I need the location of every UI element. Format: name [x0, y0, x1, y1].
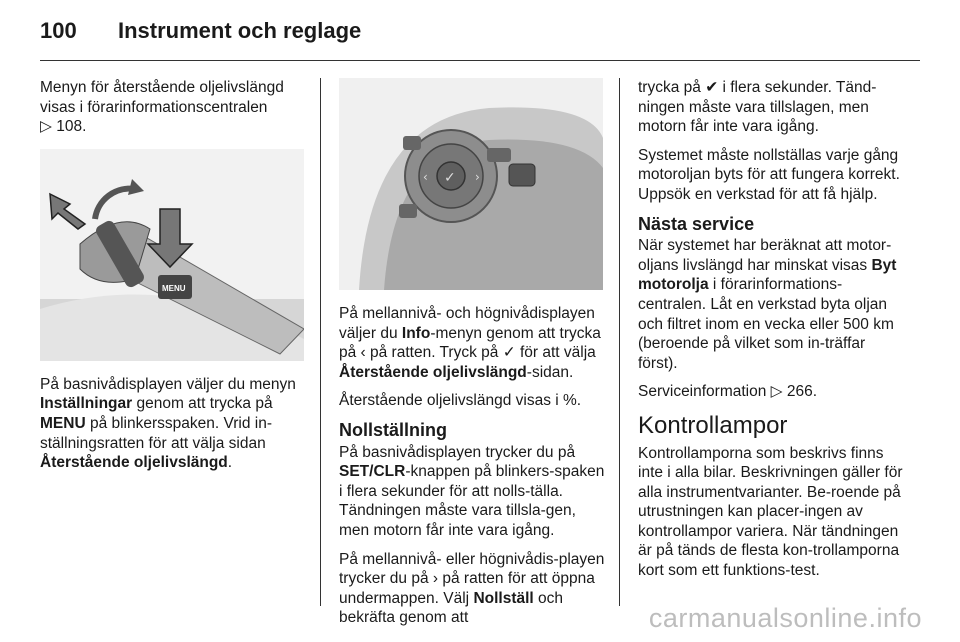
menu-button-label: MENU — [162, 283, 186, 293]
steering-wheel-figure — [339, 78, 603, 290]
page-title: Instrument och reglage — [118, 18, 362, 43]
paragraph-next-service: När systemet har beräknat att motor-oljans livslängd har minskat visas Byt motorolja i förarinformations-centralen. Låt en verkstad byta oljan och filtret inom en vecka eller 500 km (beroende på vilket som in-träffar först). — [638, 237, 897, 372]
heading-warning-lamps: Kontrollampor — [638, 411, 788, 439]
column-divider-1 — [320, 78, 321, 606]
svg-text:‹: ‹ — [423, 170, 428, 184]
svg-text:›: › — [475, 170, 480, 184]
heading-next-service: Nästa service — [638, 213, 755, 234]
paragraph-reset-basic: På basnivådisplayen trycker du på SET/CLR-knappen på blinkers-spaken i flera sekunder för att nolls-tälla. Tändningen måste vara tillsla-gen, men motorn får inte vara igång. — [339, 443, 605, 539]
paragraph-settings: På basnivådisplayen väljer du menyn Inställningar genom att trycka på MENU på blinkersspaken. Vrid in-ställningsratten för att välja sidan Återstående oljelivslängd. — [40, 375, 296, 472]
paragraph-reset-mid: På mellannivå- eller högnivådis-playen trycker du på › på ratten för att öppna undermappen. Välj Nollställ och bekräfta genom att — [339, 550, 605, 627]
paragraph-oil-menu: Menyn för återstående oljelivslängd visas i förarinformationscentralen ▷ 108. — [40, 79, 284, 136]
page-ref-icon: ▷ — [40, 118, 52, 136]
column-1 — [40, 78, 306, 482]
paragraph-info-menu: På mellannivå- och högnivådisplayen väljer du Info-menyn genom att trycka på ‹ på ratten. Tryck på ✓ för att välja Återstående oljelivslängd-sidan. — [339, 305, 601, 381]
svg-text:✓: ✓ — [444, 170, 456, 186]
stalk-figure — [40, 149, 304, 361]
page-ref-icon: ▷ — [770, 383, 783, 401]
column-divider-2 — [619, 78, 620, 606]
column-2 — [339, 78, 605, 637]
page-number: 100 — [40, 18, 77, 43]
paragraph-reset-note: Systemet måste nollställas varje gång motoroljan byts för att fungera korrekt. Uppsök en verkstad för att få hjälp. — [638, 146, 900, 203]
paragraph-confirm: trycka på ✔ i flera sekunder. Tänd-ningen måste vara tillslagen, men motorn får inte vara igång. — [638, 79, 877, 136]
arrow-icon — [50, 194, 85, 229]
header-rule — [40, 60, 920, 61]
column-3 — [638, 78, 904, 590]
paragraph-warning-lamps: Kontrollamporna som beskrivs finns inte i alla bilar. Beskrivningen gäller för alla instrumentvarianter. Be-roende på utrustningen kan placer-ingen av kontrollampor variera. När tändningen är på tänds de flesta kon-trollamporna kort som ett funktions-test. — [638, 444, 903, 580]
page-ref[interactable]: 108. — [56, 118, 87, 136]
page-header — [40, 18, 361, 44]
page-ref[interactable]: 266. — [786, 383, 818, 401]
heading-reset: Nollställning — [339, 419, 447, 440]
paragraph-percent: Återstående oljelivslängd visas i %. — [339, 392, 582, 410]
paragraph-service-info: Serviceinformation ▷ 266. — [638, 383, 818, 401]
watermark: carmanualsonline.info — [648, 603, 922, 633]
